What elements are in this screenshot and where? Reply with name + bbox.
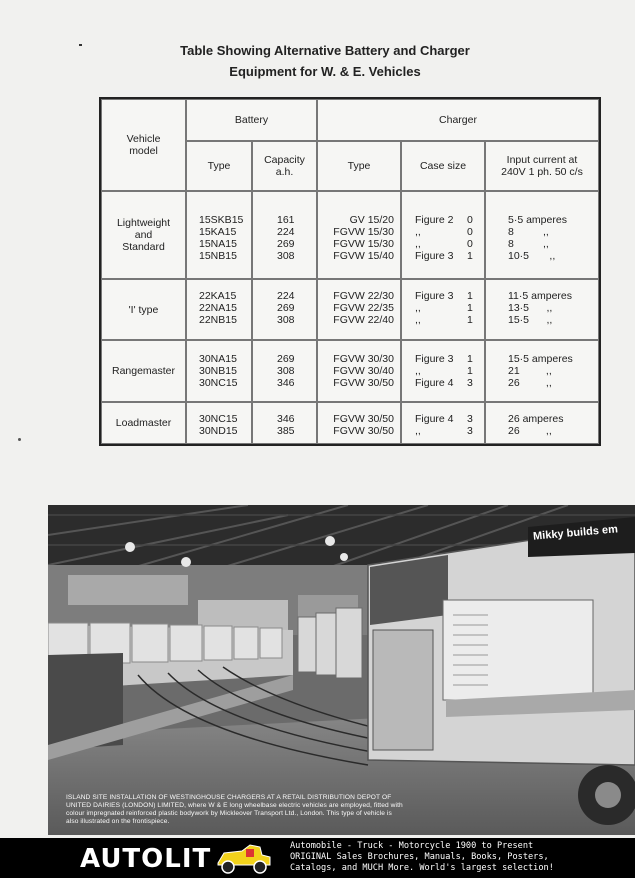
footer-ad-text bbox=[290, 841, 635, 874]
input-current-values: 26 amperes 26 ,, bbox=[508, 413, 564, 437]
footer-line-3: Catalogs, and MUCH More. World's largest selection! bbox=[290, 863, 554, 873]
charger-type-cell bbox=[317, 340, 401, 402]
input-current-cell bbox=[485, 279, 599, 340]
title-line-1: Table Showing Alternative Battery and Charger bbox=[180, 43, 470, 58]
header-vehicle-model: Vehicle model bbox=[101, 99, 186, 191]
capacity-cell bbox=[252, 279, 317, 340]
depot-photograph bbox=[48, 505, 635, 835]
vehicle-model-cell: 'I' type bbox=[101, 279, 186, 340]
charger-type-cell bbox=[317, 402, 401, 444]
footer-line-2: ORIGINAL Sales Brochures, Manuals, Books, Posters, bbox=[290, 852, 549, 862]
header-capacity: Capacity a.h. bbox=[252, 141, 317, 191]
case-size-names: Figure 4 ,, bbox=[415, 413, 454, 437]
battery-type-cell bbox=[186, 191, 252, 279]
charger-type-values: FGVW 30/50 FGVW 30/50 bbox=[333, 413, 394, 437]
header-charger: Charger bbox=[317, 99, 599, 141]
case-size-numbers: 1 1 1 bbox=[467, 290, 473, 326]
case-size-names: Figure 3 ,, Figure 4 bbox=[415, 353, 454, 389]
capacity-values: 269 308 346 bbox=[277, 353, 295, 389]
capacity-values: 161 224 269 308 bbox=[277, 214, 295, 262]
battery-type-values: 30NC15 30ND15 bbox=[199, 413, 238, 437]
battery-type-values: 22KA15 22NA15 22NB15 bbox=[199, 290, 237, 326]
header-charger-type: Type bbox=[317, 141, 401, 191]
charger-type-values: FGVW 22/30 FGVW 22/35 FGVW 22/40 bbox=[333, 290, 394, 326]
header-input-current: Input current at 240V 1 ph. 50 c/s bbox=[485, 141, 599, 191]
case-size-numbers: 0 0 0 1 bbox=[467, 214, 473, 262]
input-current-cell bbox=[485, 402, 599, 444]
header-case-size: Case size bbox=[401, 141, 485, 191]
battery-type-cell bbox=[186, 340, 252, 402]
header-battery-type: Type bbox=[186, 141, 252, 191]
battery-type-values: 15SKB15 15KA15 15NA15 15NB15 bbox=[199, 214, 244, 262]
input-current-values: 5·5 amperes 8 ,, 8 ,, 10·5 ,, bbox=[508, 214, 567, 262]
case-size-cell bbox=[401, 191, 485, 279]
vehicle-model-cell: Loadmaster bbox=[101, 402, 186, 444]
charger-type-values: FGVW 30/30 FGVW 30/40 FGVW 30/50 bbox=[333, 353, 394, 389]
header-battery: Battery bbox=[186, 99, 317, 141]
case-size-cell bbox=[401, 402, 485, 444]
vehicle-model-cell: Rangemaster bbox=[101, 340, 186, 402]
depot-photo-illustration bbox=[48, 505, 635, 835]
case-size-numbers: 3 3 bbox=[467, 413, 473, 437]
battery-type-cell bbox=[186, 279, 252, 340]
input-current-values: 11·5 amperes 13·5 ,, 15·5 ,, bbox=[508, 290, 573, 326]
page-title bbox=[110, 40, 540, 82]
capacity-values: 224 269 308 bbox=[277, 290, 295, 326]
case-size-cell bbox=[401, 340, 485, 402]
title-line-2: Equipment for W. & E. Vehicles bbox=[229, 64, 421, 79]
charger-type-values: GV 15/20 FGVW 15/30 FGVW 15/30 FGVW 15/40 bbox=[333, 214, 394, 262]
page-speck bbox=[79, 44, 82, 46]
input-current-values: 15·5 amperes 21 ,, 26 ,, bbox=[508, 353, 573, 389]
charger-type-cell bbox=[317, 191, 401, 279]
capacity-cell bbox=[252, 340, 317, 402]
equipment-table bbox=[99, 97, 601, 446]
case-size-numbers: 1 1 3 bbox=[467, 353, 473, 389]
footer-line-1: Automobile - Truck - Motorcycle 1900 to Present bbox=[290, 841, 534, 851]
footer-bar bbox=[0, 838, 635, 878]
capacity-values: 346 385 bbox=[277, 413, 295, 437]
photo-caption: ISLAND SITE INSTALLATION OF WESTINGHOUSE CHARGERS AT A RETAIL DISTRIBUTION DEPOT OF UNITED DAIRIES (LONDON) LIMITED, where W & E long wheelbase electric vehicles are employed, fitted with colour impregnated reinforced plastic bodywork by Mickleover Transport Ltd., London. This type of vehicle is also illustrated on the frontispiece. bbox=[66, 794, 403, 825]
case-size-names: Figure 2 ,, ,, Figure 3 bbox=[415, 214, 454, 262]
input-current-cell bbox=[485, 191, 599, 279]
battery-type-values: 30NA15 30NB15 30NC15 bbox=[199, 353, 238, 389]
page-speck bbox=[18, 438, 21, 441]
battery-type-cell bbox=[186, 402, 252, 444]
capacity-cell bbox=[252, 191, 317, 279]
input-current-cell bbox=[485, 340, 599, 402]
case-size-names: Figure 3 ,, ,, bbox=[415, 290, 454, 326]
van-sign-text: Mikky builds em bbox=[532, 523, 619, 543]
car-logo-icon bbox=[212, 841, 276, 875]
capacity-cell bbox=[252, 402, 317, 444]
charger-type-cell bbox=[317, 279, 401, 340]
vehicle-model-cell: Lightweight and Standard bbox=[101, 191, 186, 279]
brand-logo[interactable]: AUTOLIT bbox=[80, 844, 212, 874]
case-size-cell bbox=[401, 279, 485, 340]
